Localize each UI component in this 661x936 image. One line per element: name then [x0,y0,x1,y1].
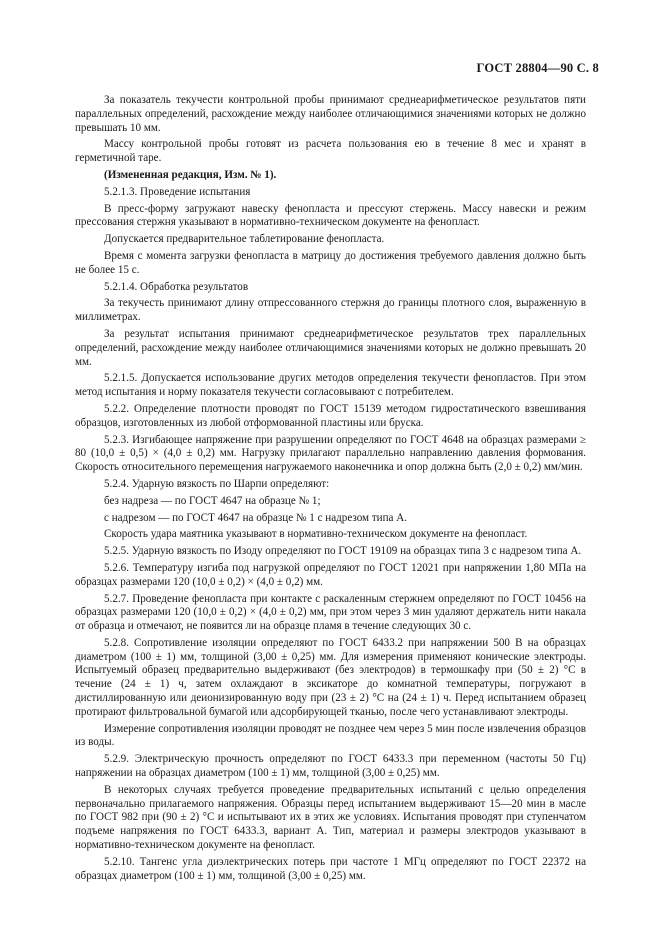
document-body [75,94,586,883]
paragraph: Массу контрольной пробы готовят из расчета пользования ею в течение 8 мес и хранят в герметичной таре. [75,138,586,165]
paragraph: Время с момента загрузки фенопласта в матрицу до достижения требуемого давления должно быть не более 15 с. [75,249,586,276]
paragraph: с надрезом — по ГОСТ 4647 на образце № 1 с надрезом типа А. [104,511,408,524]
paragraph: В пресс-форму загружают навеску фенопласта и прессуют стержень. Массу навески и режим прессования стержня указывают в нормативно-техническом документе на фенопласт. [75,202,586,229]
paragraph: За результат испытания принимают среднеарифметическое результатов трех параллельных определений, расхождение между наиболее отличающимися значениями которых не должно превышать 20 мм. [75,327,586,368]
paragraph: Измерение сопротивления изоляции проводят не позднее чем через 5 мин после извлечения образцов из воды. [75,722,586,749]
paragraph: 5.2.4. Ударную вязкость по Шарпи определяют: [104,477,330,490]
paragraph: 5.2.1.5. Допускается использование других методов определения текучести фенопластов. При этом метод испытания и норму показателя текучести согласовывают с потребителем. [75,372,586,399]
paragraph: 5.2.2. Определение плотности проводят по ГОСТ 15139 методом гидростатического взвешивания образцов, изготовленных из любой отформованной пластины или бруска. [75,402,586,429]
paragraph: За показатель текучести контрольной пробы принимают среднеарифметическое результатов пяти параллельных определений, расхождение между наиболее отличающимися значениями которых не должно превышать 10 мм. [75,94,586,134]
page-header: ГОСТ 28804—90 С. 8 [476,61,599,75]
paragraph: 5.2.8. Сопротивление изоляции определяют по ГОСТ 6433.2 при напряжении 500 В на образцах диаметром (100 ± 1) мм, толщиной (3,00 ± 0,25) мм. Для измерения применяют конические электроды. Испытуемый образец предварительно выдерживают (без электродов) в термошкафу при (50 ± 2) °С в течение (24 ± 1) ч, затем охлаждают в эксикаторе до комнатной температуры, погружают в дистиллированную или деионизированную воду при (23 ± 2) °С на (24 ± 1) ч. Перед испытанием образец протирают фильтровальной бумагой или адсорбирующей тканью, после чего устанавливают электроды. [75,636,586,718]
paragraph: 5.2.9. Электрическую прочность определяют по ГОСТ 6433.3 при переменном (частоты 50 Гц) напряжении на образцах диаметром (100 ± 1) мм, толщиной (3,00 ± 0,25) мм. [75,753,586,780]
paragraph: За текучесть принимают длину отпрессованного стержня до границы плотного слоя, выраженную в миллиметрах. [75,297,586,324]
paragraph: 5.2.10. Тангенс угла диэлектрических потерь при частоте 1 МГц определяют по ГОСТ 22372 на образцах диаметром (100 ± 1) мм, толщиной (3,00 ± 0,25) мм. [75,855,586,882]
paragraph: без надреза — по ГОСТ 4647 на образце № 1; [104,494,321,507]
section-heading: 5.2.1.4. Обработка результатов [104,280,249,293]
paragraph: 5.2.6. Температуру изгиба под нагрузкой определяют по ГОСТ 12021 при напряжении 1,80 МПа на образцах размерами 120 (10,0 ± 0,2) × (4,0 ± 0,2) мм. [75,561,586,588]
amendment-note [75,169,586,183]
paragraph: Скорость удара маятника указывают в нормативно-техническом документе на фенопласт. [104,528,528,541]
amendment-note-text: (Измененная редакция, Изм. № 1). [104,168,277,181]
paragraph: В некоторых случаях требуется проведение предварительных испытаний с целью определения первоначально прилагаемого напряжения. Образцы перед испытанием выдерживают 15—20 мин в масле по ГОСТ 982 при (90 ± 2) °С и испытывают их в этих же условиях. Испытания проводят при ступенчатом подъеме напряжения по ГОСТ 6433.3, вариант А. Тип, материал и размеры электродов указывают в нормативно-техническом документе на фенопласт. [75,783,586,852]
paragraph: 5.2.7. Проведение фенопласта при контакте с раскаленным стержнем определяют по ГОСТ 10456 на образцах размерами 120 (10,0 ± 0,2) × (4,0 ± 0,2) мм, при этом через 3 мин удаляют держатель нити накала от образца и отмечают, не появится ли на образце пламя в течение следующих 30 с. [75,592,586,633]
paragraph: 5.2.3. Изгибающее напряжение при разрушении определяют по ГОСТ 4648 на образцах размерами ≥ 80 (10,0 ± 0,5) × (4,0 ± 0,2) мм. Нагрузку прилагают параллельно направлению давления формования. Скорость относительного перемещения нагружаемого наконечника и опор должна быть (2,0 ± 0,2) мм/мин. [75,433,586,474]
paragraph: Допускается предварительное таблетирование фенопласта. [104,233,385,246]
section-heading: 5.2.1.3. Проведение испытания [104,185,251,198]
paragraph: 5.2.5. Ударную вязкость по Изоду определяют по ГОСТ 19109 на образцах типа 3 с надрезом типа А. [104,545,582,558]
